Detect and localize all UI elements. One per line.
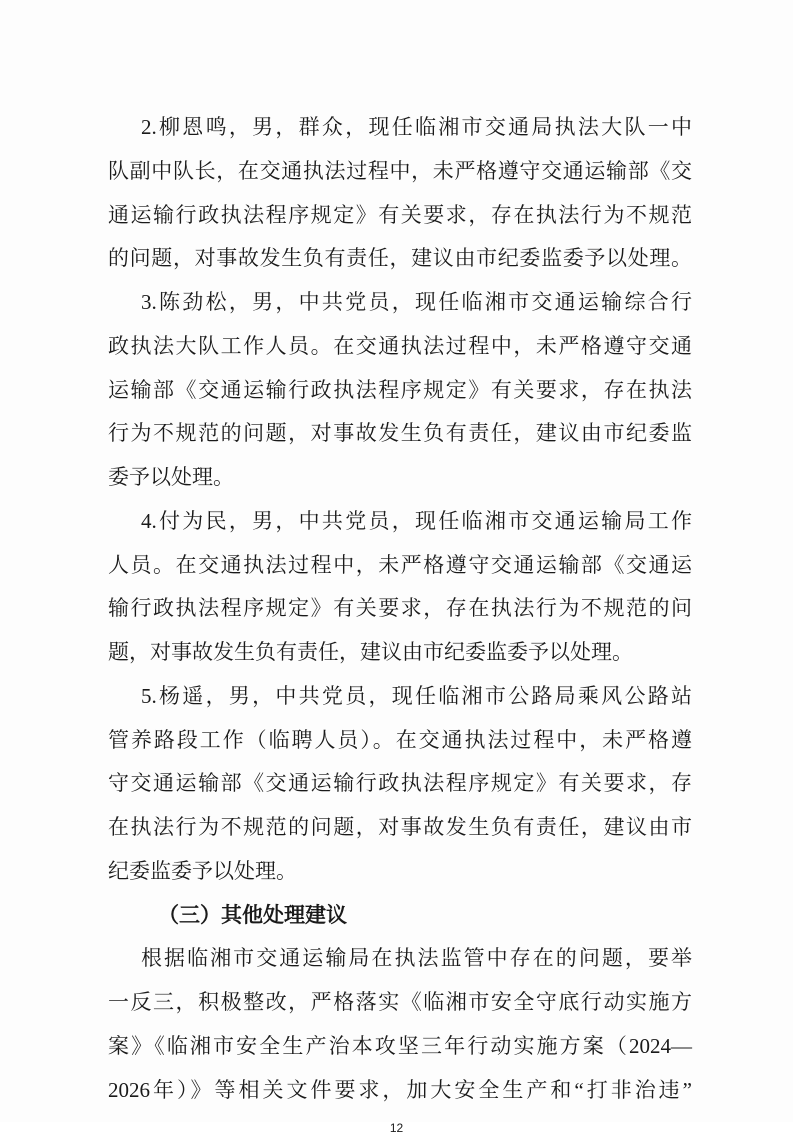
text-line: 纪委监委予以处理。 bbox=[108, 858, 297, 883]
text-line: 委予以处理。 bbox=[108, 465, 234, 489]
text-line: 4.付为民，男，中共党员，现任临湘市交通运输局工作 bbox=[141, 508, 692, 533]
text-line: 2026年）》等相关文件要求，加大安全生产和“打非治违” bbox=[108, 1077, 692, 1102]
section-heading: （三）其他处理建议 bbox=[158, 902, 347, 927]
page-number: 12 bbox=[389, 1121, 404, 1135]
text-line: 运输部《交通运输行政执法程序规定》有关要求，存在执法 bbox=[108, 377, 692, 402]
text-line: 在执法行为不规范的问题，对事故发生负有责任，建议由市 bbox=[108, 815, 692, 839]
text-line: 根据临湘市交通运输局在执法监管中存在的问题，要举 bbox=[141, 946, 692, 971]
text-line: 题，对事故发生负有责任，建议由市纪委监委予以处理。 bbox=[108, 640, 633, 664]
document-body bbox=[108, 106, 692, 1112]
text-line: 政执法大队工作人员。在交通执法过程中，未严格遵守交通 bbox=[108, 333, 692, 358]
text-line: 一反三，积极整改，严格落实《临湘市安全守底行动实施方 bbox=[108, 990, 692, 1014]
text-line: 通运输行政执法程序规定》有关要求，存在执法行为不规范 bbox=[108, 202, 692, 227]
text-line: 3.陈劲松，男，中共党员，现任临湘市交通运输综合行 bbox=[141, 290, 692, 314]
text-line: 案》《临湘市安全生产治本攻坚三年行动实施方案（2024— bbox=[108, 1033, 692, 1058]
text-line: 队副中队长，在交通执法过程中，未严格遵守交通运输部《交 bbox=[108, 158, 692, 183]
text-line: 输行政执法程序规定》有关要求，存在执法行为不规范的问 bbox=[108, 596, 692, 621]
text-line: 管养路段工作（临聘人员）。在交通执法过程中，未严格遵 bbox=[108, 727, 692, 752]
paragraph-yang-yao bbox=[108, 675, 692, 894]
text-line: 5.杨遥，男，中共党员，现任临湘市公路局乘风公路站 bbox=[141, 683, 692, 708]
paragraph-fu-weimin bbox=[108, 500, 692, 675]
text-line: 2.柳恩鸣，男，群众，现任临湘市交通局执法大队一中 bbox=[141, 115, 692, 139]
text-line: 守交通运输部《交通运输行政执法程序规定》有关要求，存 bbox=[108, 771, 692, 796]
text-line: 人员。在交通执法过程中，未严格遵守交通运输部《交通运 bbox=[108, 552, 692, 577]
text-line: 的问题，对事故发生负有责任，建议由市纪委监委予以处理。 bbox=[108, 246, 692, 271]
paragraph-chen-jinsong bbox=[108, 281, 692, 500]
paragraph-other-suggestions bbox=[108, 937, 692, 1112]
paragraph-liu-enming bbox=[108, 106, 692, 281]
text-line: 行为不规范的问题，对事故发生负有责任，建议由市纪委监 bbox=[108, 421, 692, 446]
